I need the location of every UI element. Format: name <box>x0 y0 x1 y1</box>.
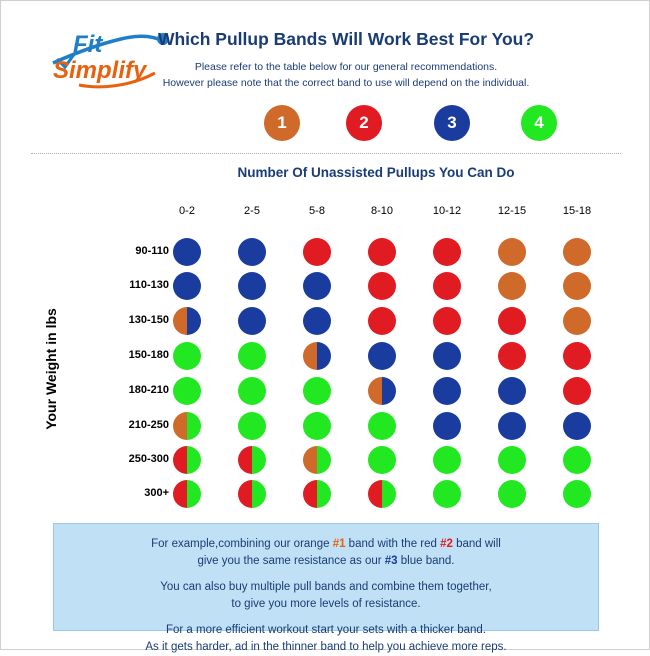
band-cell <box>368 480 396 508</box>
band-cell <box>238 307 266 335</box>
band-cell <box>498 342 526 370</box>
band-half-right <box>317 480 331 508</box>
band-cell <box>173 446 201 474</box>
column-header: 5-8 <box>309 205 325 217</box>
band-fill <box>433 307 461 335</box>
band-fill <box>498 412 526 440</box>
band-half-left <box>173 307 187 335</box>
band-half-right <box>187 307 201 335</box>
band-cell <box>563 412 591 440</box>
footer-line-2-a: give you the same resistance as our <box>197 555 385 567</box>
row-header: 90-110 <box>135 245 169 257</box>
band-cell <box>498 238 526 266</box>
band-fill <box>498 342 526 370</box>
band-fill <box>563 412 591 440</box>
band-fill <box>173 342 201 370</box>
band-fill <box>433 272 461 300</box>
band-fill <box>433 412 461 440</box>
band-cell <box>368 307 396 335</box>
band-half-left <box>368 377 382 405</box>
band-cell <box>563 446 591 474</box>
band-cell <box>238 238 266 266</box>
column-header: 0-2 <box>179 205 195 217</box>
row-header: 150-180 <box>128 349 169 361</box>
column-header: 10-12 <box>432 205 462 217</box>
band-cell <box>433 272 461 300</box>
footer-line-6: As it gets harder, ad in the thinner band to help you achieve more reps. <box>145 641 507 653</box>
band-cell <box>238 342 266 370</box>
band-cell <box>303 412 331 440</box>
band-half-left <box>303 342 317 370</box>
band-fill <box>303 307 331 335</box>
band-cell <box>563 480 591 508</box>
row-header: 300+ <box>144 487 169 499</box>
band-cell <box>368 272 396 300</box>
band-fill <box>303 272 331 300</box>
band-cell <box>433 342 461 370</box>
band-cell <box>173 412 201 440</box>
band-fill <box>498 480 526 508</box>
band-cell <box>303 480 331 508</box>
band-fill <box>303 238 331 266</box>
band-cell <box>238 272 266 300</box>
footer-band-2: #2 <box>440 538 453 550</box>
footer-line-1-e: band will <box>452 538 501 550</box>
footer-line-2-c: blue band. <box>397 555 455 567</box>
logo-text-fit: Fit <box>73 31 103 58</box>
band-half-left <box>173 446 187 474</box>
band-cell <box>368 238 396 266</box>
column-header: 2-5 <box>244 205 260 217</box>
band-half-right <box>187 412 201 440</box>
band-fill <box>238 272 266 300</box>
band-cell <box>238 446 266 474</box>
band-cell <box>563 377 591 405</box>
band-fill <box>173 238 201 266</box>
band-half-right <box>252 480 266 508</box>
band-cell <box>303 446 331 474</box>
footer-band-3: #3 <box>384 555 398 567</box>
x-axis-title: Number Of Unassisted Pullups You Can Do <box>237 165 515 180</box>
column-header: 12-15 <box>497 205 527 217</box>
band-cell <box>173 377 201 405</box>
band-half-left <box>173 412 187 440</box>
band-cell <box>563 272 591 300</box>
band-cell <box>563 342 591 370</box>
band-cell <box>303 342 331 370</box>
band-half-right <box>317 342 331 370</box>
band-cell <box>238 412 266 440</box>
band-fill <box>303 412 331 440</box>
band-cell <box>433 377 461 405</box>
band-half-left <box>173 480 187 508</box>
band-cell <box>433 412 461 440</box>
band-cell <box>368 377 396 405</box>
band-fill <box>563 446 591 474</box>
band-fill <box>563 377 591 405</box>
footer-line-2 <box>54 553 598 570</box>
band-fill <box>368 342 396 370</box>
row-header: 180-210 <box>128 384 169 396</box>
band-half-left <box>368 480 382 508</box>
footer-line-1-a: For example,combining our orange <box>151 538 333 550</box>
row-header: 130-150 <box>128 314 169 326</box>
band-half-right <box>187 446 201 474</box>
band-half-left <box>303 446 317 474</box>
band-half-left <box>238 480 252 508</box>
band-fill <box>238 238 266 266</box>
footer-line-1-c: band with the red <box>345 538 441 550</box>
band-cell <box>498 272 526 300</box>
band-fill <box>238 307 266 335</box>
legend-blue-band: 3 <box>434 105 470 141</box>
band-fill <box>433 377 461 405</box>
band-fill <box>563 480 591 508</box>
band-cell <box>173 480 201 508</box>
band-fill <box>498 272 526 300</box>
band-cell <box>368 446 396 474</box>
band-cell <box>563 307 591 335</box>
legend-orange-band: 1 <box>264 105 300 141</box>
band-cell <box>498 377 526 405</box>
row-header: 210-250 <box>128 419 169 431</box>
band-cell <box>563 238 591 266</box>
row-header: 110-130 <box>129 279 169 291</box>
footer-line-5: For a more efficient workout start your sets with a thicker band. <box>165 624 486 636</box>
band-fill <box>173 272 201 300</box>
subtitle-line-1: Please refer to the table below for our general recommendations. <box>194 61 498 73</box>
band-cell <box>173 307 201 335</box>
band-fill <box>498 377 526 405</box>
band-cell <box>303 377 331 405</box>
band-cell <box>433 480 461 508</box>
band-cell <box>303 272 331 300</box>
band-half-right <box>317 446 331 474</box>
band-fill <box>238 342 266 370</box>
band-half-left <box>303 480 317 508</box>
band-fill <box>563 342 591 370</box>
band-fill <box>368 412 396 440</box>
band-cell <box>238 480 266 508</box>
band-fill <box>173 377 201 405</box>
band-fill <box>433 446 461 474</box>
band-cell <box>498 412 526 440</box>
band-fill <box>303 377 331 405</box>
footer-note <box>53 523 599 653</box>
band-fill <box>498 307 526 335</box>
band-fill <box>368 307 396 335</box>
band-cell <box>173 342 201 370</box>
band-fill <box>368 446 396 474</box>
band-half-right <box>382 480 396 508</box>
band-cell <box>498 307 526 335</box>
footer-line-3: You can also buy multiple pull bands and combine them together, <box>160 581 492 593</box>
band-fill <box>563 307 591 335</box>
band-cell <box>303 238 331 266</box>
legend-green-band: 4 <box>521 105 557 141</box>
band-half-left <box>238 446 252 474</box>
band-fill <box>238 412 266 440</box>
band-cell <box>368 342 396 370</box>
footer-line-1 <box>54 536 598 553</box>
band-cell <box>303 307 331 335</box>
band-cell <box>433 446 461 474</box>
band-cell <box>433 307 461 335</box>
band-cell <box>498 446 526 474</box>
page-title: Which Pullup Bands Will Work Best For You? <box>157 29 535 49</box>
band-cell <box>368 412 396 440</box>
column-header: 8-10 <box>370 205 394 217</box>
band-cell <box>498 480 526 508</box>
band-fill <box>433 342 461 370</box>
band-half-right <box>187 480 201 508</box>
band-fill <box>498 238 526 266</box>
band-fill <box>498 446 526 474</box>
band-fill <box>563 238 591 266</box>
band-half-right <box>252 446 266 474</box>
band-fill <box>368 272 396 300</box>
band-fill <box>238 377 266 405</box>
footer-band-1: #1 <box>332 538 346 550</box>
band-half-right <box>382 377 396 405</box>
band-cell <box>433 238 461 266</box>
row-header: 250-300 <box>128 453 169 465</box>
band-fill <box>368 238 396 266</box>
legend-red-band: 2 <box>346 105 382 141</box>
subtitle-line-2: However please note that the correct band to use will depend on the individual. <box>162 77 530 89</box>
band-cell <box>173 272 201 300</box>
band-fill <box>433 238 461 266</box>
y-axis-title: Your Weight in lbs <box>43 308 59 430</box>
logo-text-simplify: Simplify <box>53 57 147 84</box>
band-fill <box>563 272 591 300</box>
band-cell <box>173 238 201 266</box>
column-header: 15-18 <box>562 205 592 217</box>
band-cell <box>238 377 266 405</box>
band-fill <box>433 480 461 508</box>
footer-line-4: to give you more levels of resistance. <box>231 598 421 610</box>
